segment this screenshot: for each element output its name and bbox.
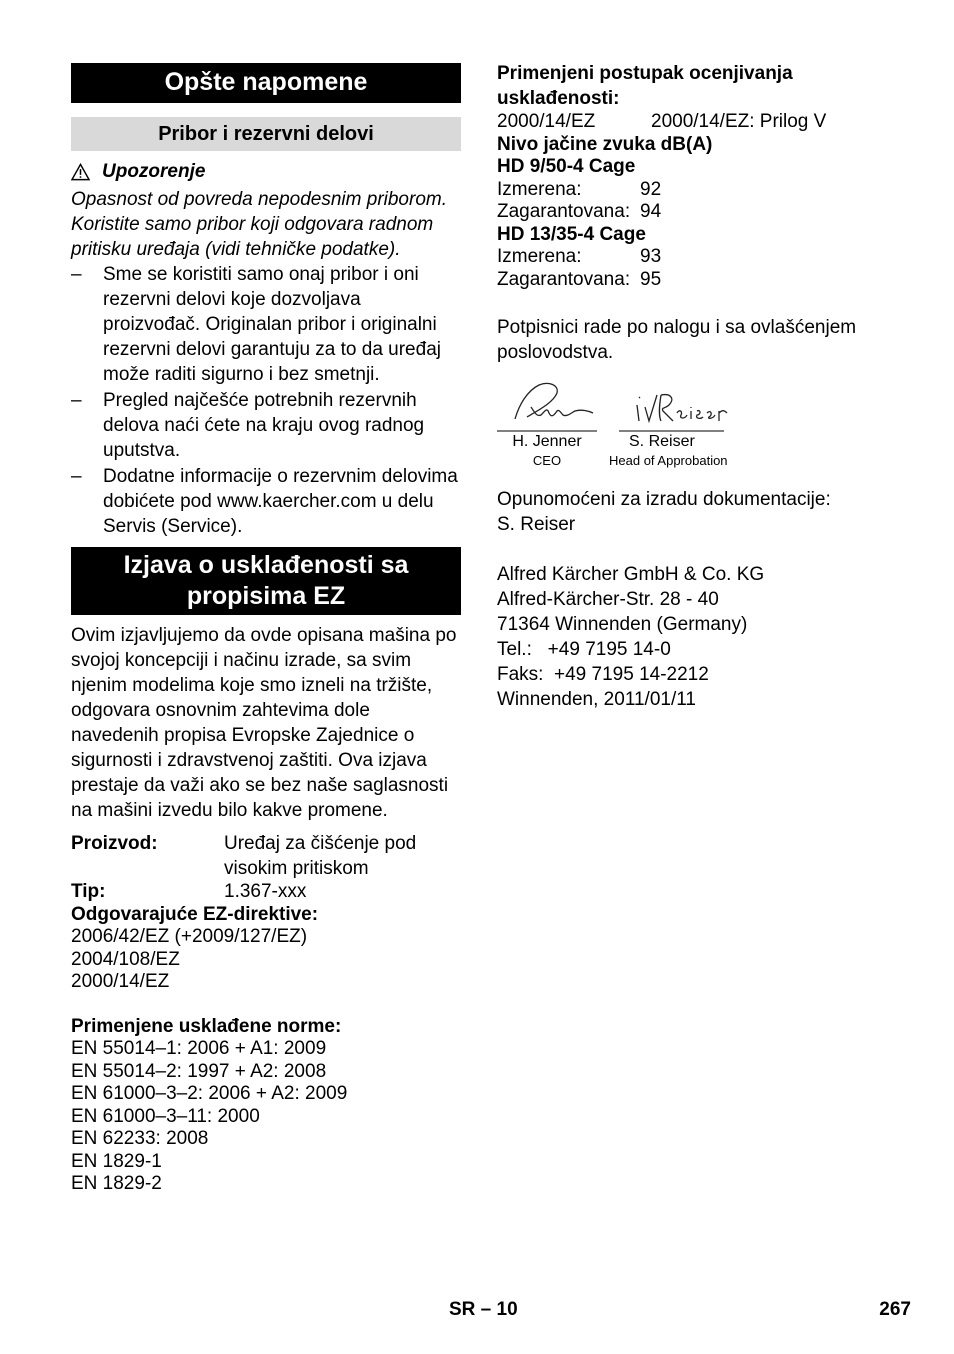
- norms-label: Primenjene usklađene norme:: [71, 1015, 342, 1037]
- product-value: Uređaj za čišćenje pod visokim pritiskom: [224, 833, 417, 879]
- type-value: 1.367-xxx: [224, 881, 307, 902]
- company-fax: Faks: +49 7195 14-2212: [497, 664, 709, 685]
- procedure-row: [497, 111, 897, 134]
- signature-block: [497, 375, 897, 475]
- list-item: [71, 464, 461, 539]
- place-date: Winnenden, 2011/01/11: [497, 689, 696, 710]
- signatories-text: Potpisnici rade po nalogu i sa ovlašćenjem poslovodstva.: [497, 317, 857, 363]
- warning-triangle-icon: [71, 163, 90, 181]
- company-name: Alfred Kärcher GmbH & Co. KG: [497, 564, 765, 585]
- guaranteed-value: 94: [640, 201, 662, 222]
- model-name: HD 13/35-4 Cage: [497, 223, 646, 245]
- directive-item: 2006/42/EZ (+2009/127/EZ): [71, 926, 308, 947]
- guaranteed-label: Zagarantovana:: [497, 268, 631, 290]
- list-item: [71, 388, 461, 463]
- directive-item: 2004/108/EZ: [71, 948, 180, 970]
- norm-item: EN 55014–2: 1997 + A2: 2008: [71, 1060, 327, 1082]
- signer2-name: S. Reiser: [629, 433, 695, 450]
- measured-row: [497, 246, 897, 269]
- product-row: [71, 831, 461, 881]
- section-title-ec-declaration: Izjava o usklađenosti sa propisima EZ: [71, 547, 461, 615]
- signer1-name: H. Jenner: [512, 433, 582, 450]
- norm-item: EN 55014–1: 2006 + A1: 2009: [71, 1038, 327, 1059]
- procedure-left: 2000/14/EZ: [497, 111, 596, 132]
- page-number: 267: [879, 1299, 911, 1320]
- section-title-general-notes: Opšte napomene: [71, 63, 461, 103]
- authorized-label: Opunomoćeni za izradu dokumentacije:: [497, 489, 831, 510]
- noise-label: Nivo jačine zvuka dB(A): [497, 133, 713, 155]
- measured-value: 92: [640, 178, 662, 200]
- accessories-list: [71, 262, 461, 539]
- measured-label: Izmerena:: [497, 178, 582, 200]
- directive-item: 2000/14/EZ: [71, 971, 170, 992]
- norm-item: EN 61000–3–11: 2000: [71, 1105, 260, 1127]
- model-name: HD 9/50-4 Cage: [497, 156, 636, 177]
- list-item-text: Sme se koristiti samo onaj pribor i oni rezervni delovi koje dozvoljava proizvođač. Originalan pribor i originalni rezervni delovi garantuju za to da uređaj može raditi sigurno i bez smetnji.: [103, 264, 441, 385]
- signature-jenner: [497, 377, 597, 470]
- list-item-text: Pregled najčešće potrebnih rezervnih delova naći ćete na kraju ovog radnog uputstva.: [103, 390, 425, 461]
- guaranteed-value: 95: [640, 268, 662, 290]
- norm-item: EN 1829-1: [71, 1150, 162, 1172]
- warning-text: Opasnost od povreda nepodesnim priborom. Koristite samo pribor koji odgovara radnom pritisku uređaja (vidi tehničke podatke).: [71, 189, 448, 260]
- warning-label: Upozorenje: [102, 161, 206, 182]
- signature-reiser-image: [619, 377, 754, 432]
- list-item-text: Dodatne informacije o rezervnim delovima dobićete pod www.kaercher.com u delu Servis (Service).: [103, 466, 458, 537]
- list-dash: –: [71, 264, 82, 285]
- measured-label: Izmerena:: [497, 246, 582, 267]
- warning-heading: [71, 159, 461, 184]
- list-item: [71, 262, 461, 387]
- measured-value: 93: [640, 246, 662, 267]
- subsection-title-accessories: Pribor i rezervni delovi: [71, 117, 461, 151]
- company-tel: Tel.: +49 7195 14-0: [497, 639, 671, 660]
- signer1-role: CEO: [532, 453, 562, 468]
- left-column: [71, 63, 461, 1196]
- footer-section: SR – 10: [449, 1299, 518, 1320]
- procedure-right: 2000/14/EZ: Prilog V: [651, 111, 827, 132]
- measured-row: [497, 179, 897, 202]
- norm-item: EN 1829-2: [71, 1173, 162, 1194]
- type-label: Tip:: [71, 881, 106, 902]
- authorized-name: S. Reiser: [497, 514, 576, 535]
- right-column: [497, 61, 897, 712]
- norm-item: EN 61000–3–2: 2006 + A2: 2009: [71, 1083, 348, 1104]
- company-street: Alfred-Kärcher-Str. 28 - 40: [497, 589, 719, 610]
- product-label: Proizvod:: [71, 833, 158, 854]
- guaranteed-row: [497, 269, 897, 292]
- directives-label: Odgovarajuće EZ-direktive:: [71, 903, 319, 925]
- signature-jenner-image: [497, 377, 597, 432]
- company-city: 71364 Winnenden (Germany): [497, 614, 748, 635]
- guaranteed-row: [497, 201, 897, 224]
- procedure-label: Primenjeni postupak ocenjivanja usklađenosti:: [497, 63, 793, 109]
- signature-reiser: [609, 377, 754, 470]
- list-dash: –: [71, 390, 82, 411]
- norm-item: EN 62233: 2008: [71, 1128, 209, 1149]
- type-row: [71, 881, 461, 904]
- signer2-role: Head of Approbation: [609, 453, 728, 468]
- guaranteed-label: Zagarantovana:: [497, 201, 631, 222]
- list-dash: –: [71, 466, 82, 487]
- declaration-text: Ovim izjavljujemo da ovde opisana mašina po svojoj koncepciji i načinu izrade, sa svim njenim modelima koje smo izneli na tržište, odgovara osnovnim zahtevima dole navedenih propisa Evropske Zajednice o sigurnosti i zdravstvenoj zaštiti. Ova izjava prestaje da važi ako se bez naše saglasnosti na mašini izvedu bilo kakve promene.: [71, 625, 457, 821]
